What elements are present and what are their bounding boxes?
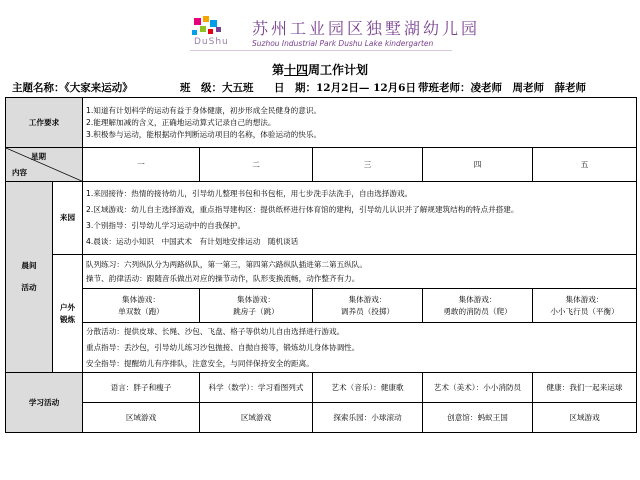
title-suffix: 周工作计划 — [308, 63, 369, 77]
weekday-axis-label: 星期 — [31, 152, 46, 161]
area-mon: 区域游戏 — [83, 403, 200, 433]
group-game-label: 集体游戏： — [237, 294, 275, 304]
morning-label-line: 活动 — [21, 283, 37, 292]
group-game-label: 集体游戏： — [565, 294, 604, 304]
group-game-mon — [83, 289, 200, 323]
group-game-tue — [200, 289, 313, 323]
lesson-wed: 艺术（音乐）：健康歌 — [313, 373, 423, 403]
area-games-row — [6, 403, 637, 433]
outdoor-label-line: 锻炼 — [59, 314, 76, 324]
area-thu: 创意馆：蚂蚁王国 — [423, 403, 533, 433]
morning-label-line: 晨间 — [21, 261, 37, 270]
logo-wordmark: DuShu — [194, 37, 229, 47]
free-activity-row — [6, 323, 637, 373]
title-prefix: 第 — [271, 63, 284, 77]
theme-name: 主题名称：《大家来运动》 — [12, 82, 133, 94]
lesson-row — [6, 373, 637, 403]
outdoor-drills-row — [6, 255, 637, 289]
work-item: 1.知道有计划科学的运动有益于身体健康，初步形成全民健身的意识。 — [86, 105, 322, 115]
arrival-row — [6, 182, 637, 255]
free-activity-item: 重点指导：丢沙包，引导幼儿练习沙包抛接、自抛自接等，锻炼幼儿身体协调性。 — [86, 342, 360, 352]
free-activity-content — [83, 323, 637, 373]
group-game-name: 单双数（跑） — [118, 306, 164, 316]
day-thursday: 四 — [423, 148, 533, 182]
diagonal-header-cell — [6, 148, 83, 182]
free-activity-item: 安全指导：提醒幼儿有序排队，注意安全，与同伴保持安全的距离。 — [86, 358, 314, 368]
weekday-header-row — [6, 148, 637, 182]
arrival-label: 来园 — [53, 182, 83, 255]
arrival-content — [83, 182, 637, 255]
teachers: 带班老师：凌老师 周老师 薛老师 — [418, 82, 586, 94]
day-monday: 一 — [83, 148, 200, 182]
class-name: 班 级：大五班 — [180, 82, 254, 94]
outdoor-exercise-label — [53, 255, 83, 373]
school-name-en: Suzhou Industrial Park Dushu Lake kindergarten — [252, 39, 434, 48]
arrival-item: 4.晨谈：运动小知识 中国武术 有计划地安排运动 随机谈话 — [86, 237, 299, 246]
page-header — [0, 0, 640, 58]
lesson-fri: 健康：我们一起来运球 — [533, 373, 637, 403]
weekly-plan-table — [5, 97, 637, 433]
drill-item: 队列练习：六列纵队分为两路纵队，第一第三，第四第六路纵队插进第二第五纵队。 — [86, 259, 367, 269]
area-fri: 区域游戏 — [533, 403, 637, 433]
group-game-name: 跳房子（跳） — [233, 306, 279, 316]
plan-title — [0, 61, 640, 78]
group-game-name: 小小飞行员（平衡） — [550, 306, 619, 316]
plan-meta — [0, 80, 640, 94]
date-range: 日 期：12月2日— 12月6日 — [274, 82, 416, 94]
area-wed: 探索乐园：小球滚动 — [313, 403, 423, 433]
group-game-thu — [423, 289, 533, 323]
content-axis-label: 内容 — [12, 168, 27, 177]
outdoor-drills-content — [83, 255, 637, 289]
group-game-name: 调养员（投掷） — [340, 306, 395, 316]
arrival-item: 2.区域游戏：幼儿自主选择游戏，重点指导建构区：提供纸杯进行体育馆的建构，引导幼儿认识并了解规建筑结构的特点并搭建。 — [86, 205, 519, 214]
group-game-label: 集体游戏： — [348, 294, 387, 304]
day-friday: 五 — [533, 148, 637, 182]
group-games-row — [6, 289, 637, 323]
group-game-fri — [533, 289, 637, 323]
school-name: 苏州工业园区独墅湖幼儿园 — [252, 19, 481, 38]
lesson-tue: 科学（数学）：学习看图列式 — [200, 373, 313, 403]
work-item: 3.积极参与运动，能根据动作判断运动项目的名称，体验运动的快乐。 — [86, 129, 322, 139]
work-requirements-row — [6, 98, 637, 148]
day-tuesday: 二 — [200, 148, 313, 182]
free-activity-item: 分散活动：提供皮球、长绳、沙包、飞盘、格子等供幼儿自由选择进行游戏。 — [86, 326, 345, 336]
arrival-item: 1.来园接待：热情的接待幼儿，引导幼儿整理书包和书包柜，用七步洗手法洗手，自由选择游戏。 — [86, 189, 413, 198]
header-divider — [190, 50, 452, 51]
group-game-wed — [313, 289, 423, 323]
morning-activity-label — [6, 182, 53, 373]
lesson-thu: 艺术（美术）：小小消防员 — [423, 373, 533, 403]
work-item: 2.能理解加减的含义，正确地运动算式记录自己的想法。 — [86, 117, 276, 127]
group-game-label: 集体游戏： — [458, 294, 497, 304]
week-number: 十四 — [283, 63, 308, 77]
work-requirements-label: 工作要求 — [6, 98, 83, 148]
work-requirements-content — [83, 98, 637, 148]
group-game-label: 集体游戏： — [122, 294, 160, 304]
outdoor-label-line: 户外 — [59, 302, 76, 312]
kindergarten-logo-icon — [188, 14, 232, 54]
area-tue: 区域游戏 — [200, 403, 313, 433]
lesson-mon: 语言：胖子和瘦子 — [83, 373, 200, 403]
group-game-name: 勇敢的消防员（爬） — [443, 306, 512, 316]
day-wednesday: 三 — [313, 148, 423, 182]
study-activity-label: 学习活动 — [6, 373, 83, 433]
arrival-item: 3.个别指导：引导幼儿学习运动中的自我保护。 — [86, 221, 246, 230]
drill-item: 操节、韵律活动：跟随音乐做出对应的操节动作，队形变换流畅，动作整齐有力。 — [86, 273, 360, 283]
